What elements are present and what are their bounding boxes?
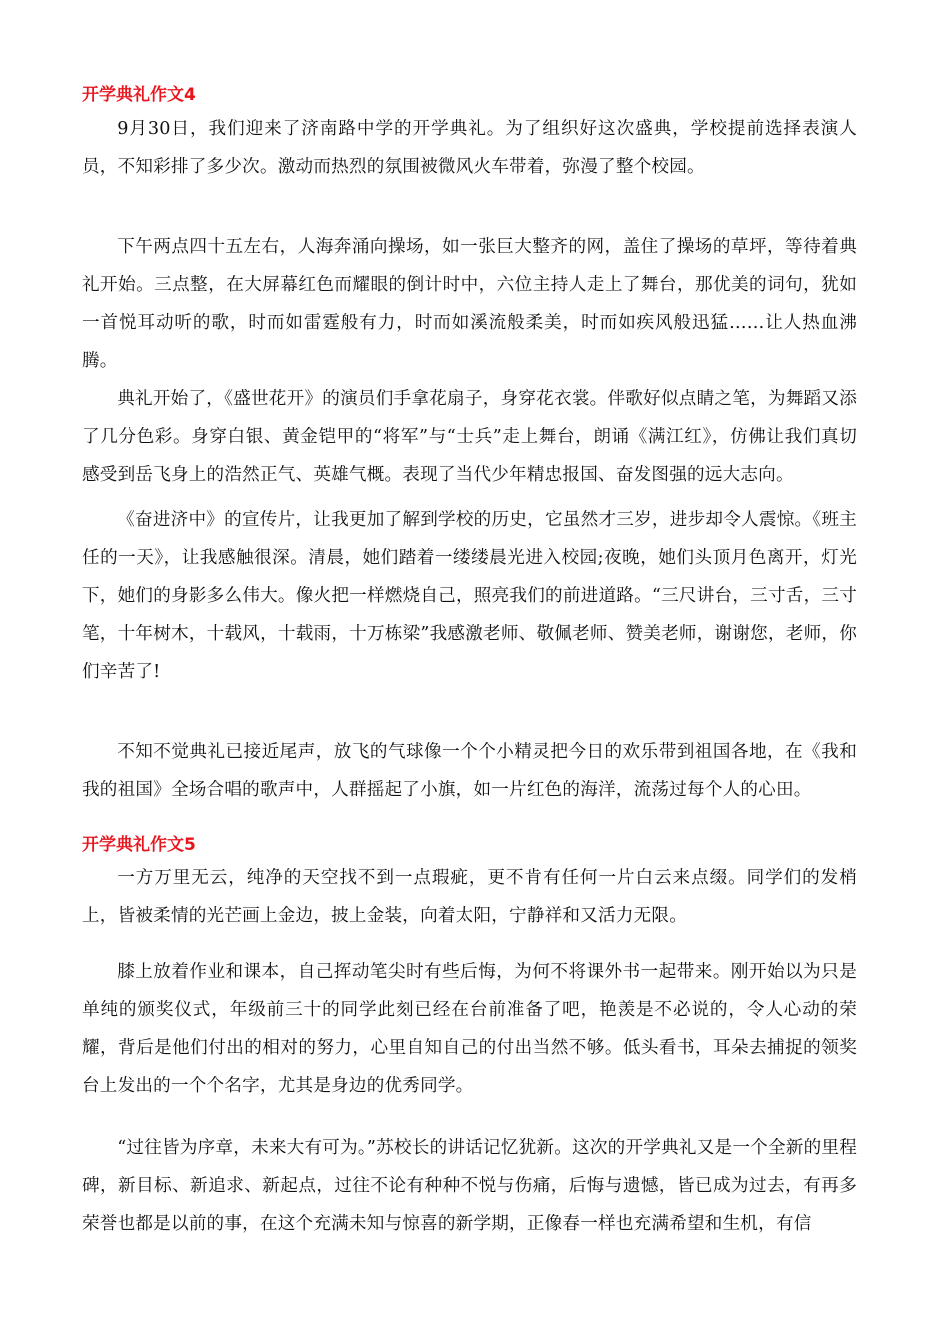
paragraph: 不知不觉典礼已接近尾声，放飞的气球像一个个小精灵把今日的欢乐带到祖国各地，在《我和我的祖国》全场合唱的歌声中，人群摇起了小旗，如一片红色的海洋，流荡过每个人的心田。 <box>82 742 857 800</box>
paragraph: 典礼开始了，《盛世花开》的演员们手拿花扇子，身穿花衣裳。伴歌好似点睛之笔，为舞蹈又添了几分色彩。身穿白银、黄金铠甲的“将军”与“士兵”走上舞台，朗诵《满江红》，仿佛让我们真切感受到岳飞身上的浩然正气、英雄气概。表现了当代少年精忠报国、奋发图强的远大志向。 <box>82 389 857 485</box>
paragraph: 《奋进济中》的宣传片，让我更加了解到学校的历史，它虽然才三岁，进步却令人震惊。《班主任的一天》，让我感触很深。清晨，她们踏着一缕缕晨光进入校园;夜晚，她们头顶月色离开，灯光下，她们的身影多么伟大。像火把一样燃烧自己，照亮我们的前进道路。“三尺讲台，三寸舌，三寸笔，十年树木，十载风，十载雨，十万栋梁”我感激老师、敬佩老师、赞美老师，谢谢您，老师，你们辛苦了! <box>82 510 857 682</box>
section-heading-4: 开学典礼作文4 <box>82 85 196 105</box>
paragraph: 膝上放着作业和课本，自己挥动笔尖时有些后悔，为何不将课外书一起带来。刚开始以为只是单纯的颁奖仪式，年级前三十的同学此刻已经在台前准备了吧，艳羡是不必说的，令人心动的荣耀，背后是他们付出的相对的努力，心里自知自己的付出当然不够。低头看书，耳朵去捕捉的领奖台上发出的一个个名字，尤其是身边的优秀同学。 <box>82 962 857 1096</box>
section-heading-5: 开学典礼作文5 <box>82 835 196 855</box>
paragraph: 一方万里无云，纯净的天空找不到一点瑕疵，更不肯有任何一片白云来点缀。同学们的发梢上，皆被柔情的光芒画上金边，披上金装，向着太阳，宁静祥和又活力无限。 <box>82 868 857 926</box>
paragraph: 下午两点四十五左右，人海奔涌向操场，如一张巨大整齐的网，盖住了操场的草坪，等待着典礼开始。三点整，在大屏幕红色而耀眼的倒计时中，六位主持人走上了舞台，那优美的词句，犹如一首悦耳动听的歌，时而如雷霆般有力，时而如溪流般柔美，时而如疾风般迅猛……让人热血沸腾。 <box>82 237 857 371</box>
paragraph: 9月30日，我们迎来了济南路中学的开学典礼。为了组织好这次盛典，学校提前选择表演人员，不知彩排了多少次。激动而热烈的氛围被微风火车带着，弥漫了整个校园。 <box>82 119 857 177</box>
paragraph: “过往皆为序章，未来大有可为。”苏校长的讲话记忆犹新。这次的开学典礼又是一个全新的里程碑，新目标、新追求、新起点，过往不论有种种不悦与伤痛，后悔与遗憾，皆已成为过去，有再多荣誉也都是以前的事，在这个充满未知与惊喜的新学期，正像春一样也充满希望和生机，有信 <box>82 1138 857 1234</box>
